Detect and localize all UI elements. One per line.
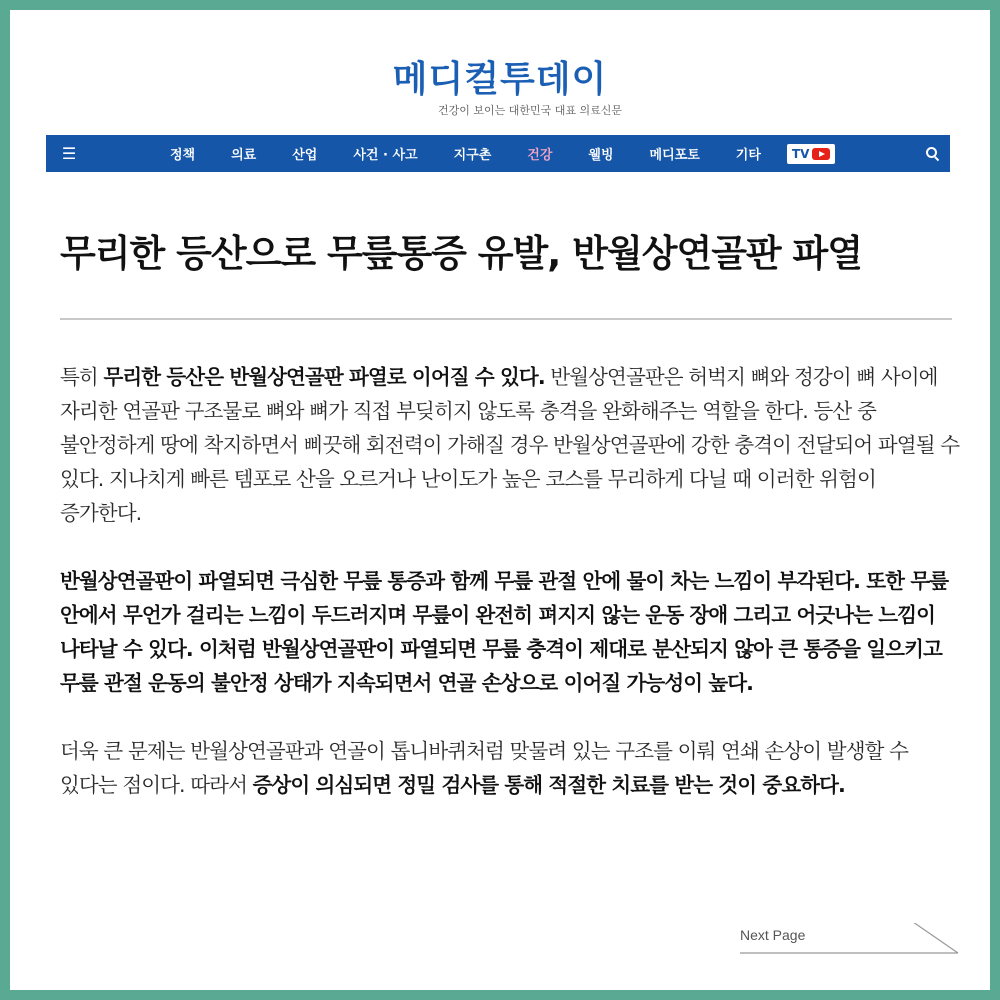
nav-item-industry[interactable]: 산업 <box>292 148 318 163</box>
next-page-link[interactable] <box>740 923 960 955</box>
play-icon <box>812 148 830 160</box>
headline-divider <box>60 318 952 320</box>
nav-item-medical[interactable]: 의료 <box>231 148 257 163</box>
nav-item-policy[interactable]: 정책 <box>170 148 196 163</box>
tv-label: TV <box>791 146 810 161</box>
paragraph-3 <box>60 734 960 802</box>
article-body <box>60 360 960 836</box>
p3-plain: 더욱 큰 문제는 반월상연골판과 연골이 톱니바퀴처럼 맞물려 있는 구조를 이뤄 연쇄 손상이 발생할 수 있다는 점이다. 따라서 <box>60 739 909 797</box>
next-page-label: Next Page <box>740 927 806 943</box>
nav-item-etc[interactable]: 기타 <box>735 148 761 163</box>
nav-items <box>152 144 835 164</box>
nav-item-wellbeing[interactable]: 웰빙 <box>588 148 614 163</box>
nav-item-global[interactable]: 지구촌 <box>453 148 492 163</box>
masthead <box>10 60 990 118</box>
main-navigation <box>46 135 950 172</box>
menu-icon[interactable]: ☰ <box>61 144 77 163</box>
p3-bold: 증상이 의심되면 정밀 검사를 통해 적절한 치료를 받는 것이 중요하다. <box>252 773 845 797</box>
p1-bold: 무리한 등산은 반월상연골판 파열로 이어질 수 있다. <box>103 365 545 389</box>
paragraph-2 <box>60 564 960 700</box>
search-icon[interactable] <box>926 147 940 161</box>
tv-button[interactable] <box>787 144 835 164</box>
site-tagline: 건강이 보이는 대한민국 대표 의료신문 <box>437 104 622 117</box>
site-logo[interactable]: 메디컬투데이 <box>392 59 608 100</box>
p2-bold: 반월상연골판이 파열되면 극심한 무릎 통증과 함께 무릎 관절 안에 물이 차는 느낌이 부각된다. 또한 무릎 안에서 무언가 걸리는 느낌이 두드러지며 무릎이 완전히 펴지지 않는 운동 장애 그리고 어긋나는 느낌이 나타날 수 있다. 이처럼 반월상연골판이 파열되면 무릎 충격이 제대로 분산되지 않아 큰 통증을 일으키고 무릎 관절 운동의 불안정 상태가 지속되면서 연골 손상으로 이어질 가능성이 높다. <box>60 569 949 695</box>
nav-item-mediphoto[interactable]: 메디포토 <box>649 148 700 163</box>
article-headline: 무리한 등산으로 무릎통증 유발, 반월상연골판 파열 <box>60 232 863 275</box>
p1-rest: 반월상연골판은 허벅지 뼈와 정강이 뼈 사이에 자리한 연골판 구조물로 뼈와 뼈가 직접 부딪히지 않도록 충격을 완화해주는 역할을 한다. 등산 중 불안정하게 땅에 착지하면서 삐끗해 회전력이 가해질 경우 반월상연골판에 강한 충격이 전달되어 파열될 수 있다. 지나치게 빠른 템포로 산을 오르거나 난이도가 높은 코스를 무리하게 다닐 때 이러한 위험이 증가한다. <box>60 365 960 525</box>
nav-item-incidents[interactable]: 사건 · 사고 <box>353 148 418 163</box>
nav-item-health[interactable]: 건강 <box>527 148 553 163</box>
paragraph-1 <box>60 360 960 530</box>
p1-lead: 특히 <box>60 365 98 389</box>
